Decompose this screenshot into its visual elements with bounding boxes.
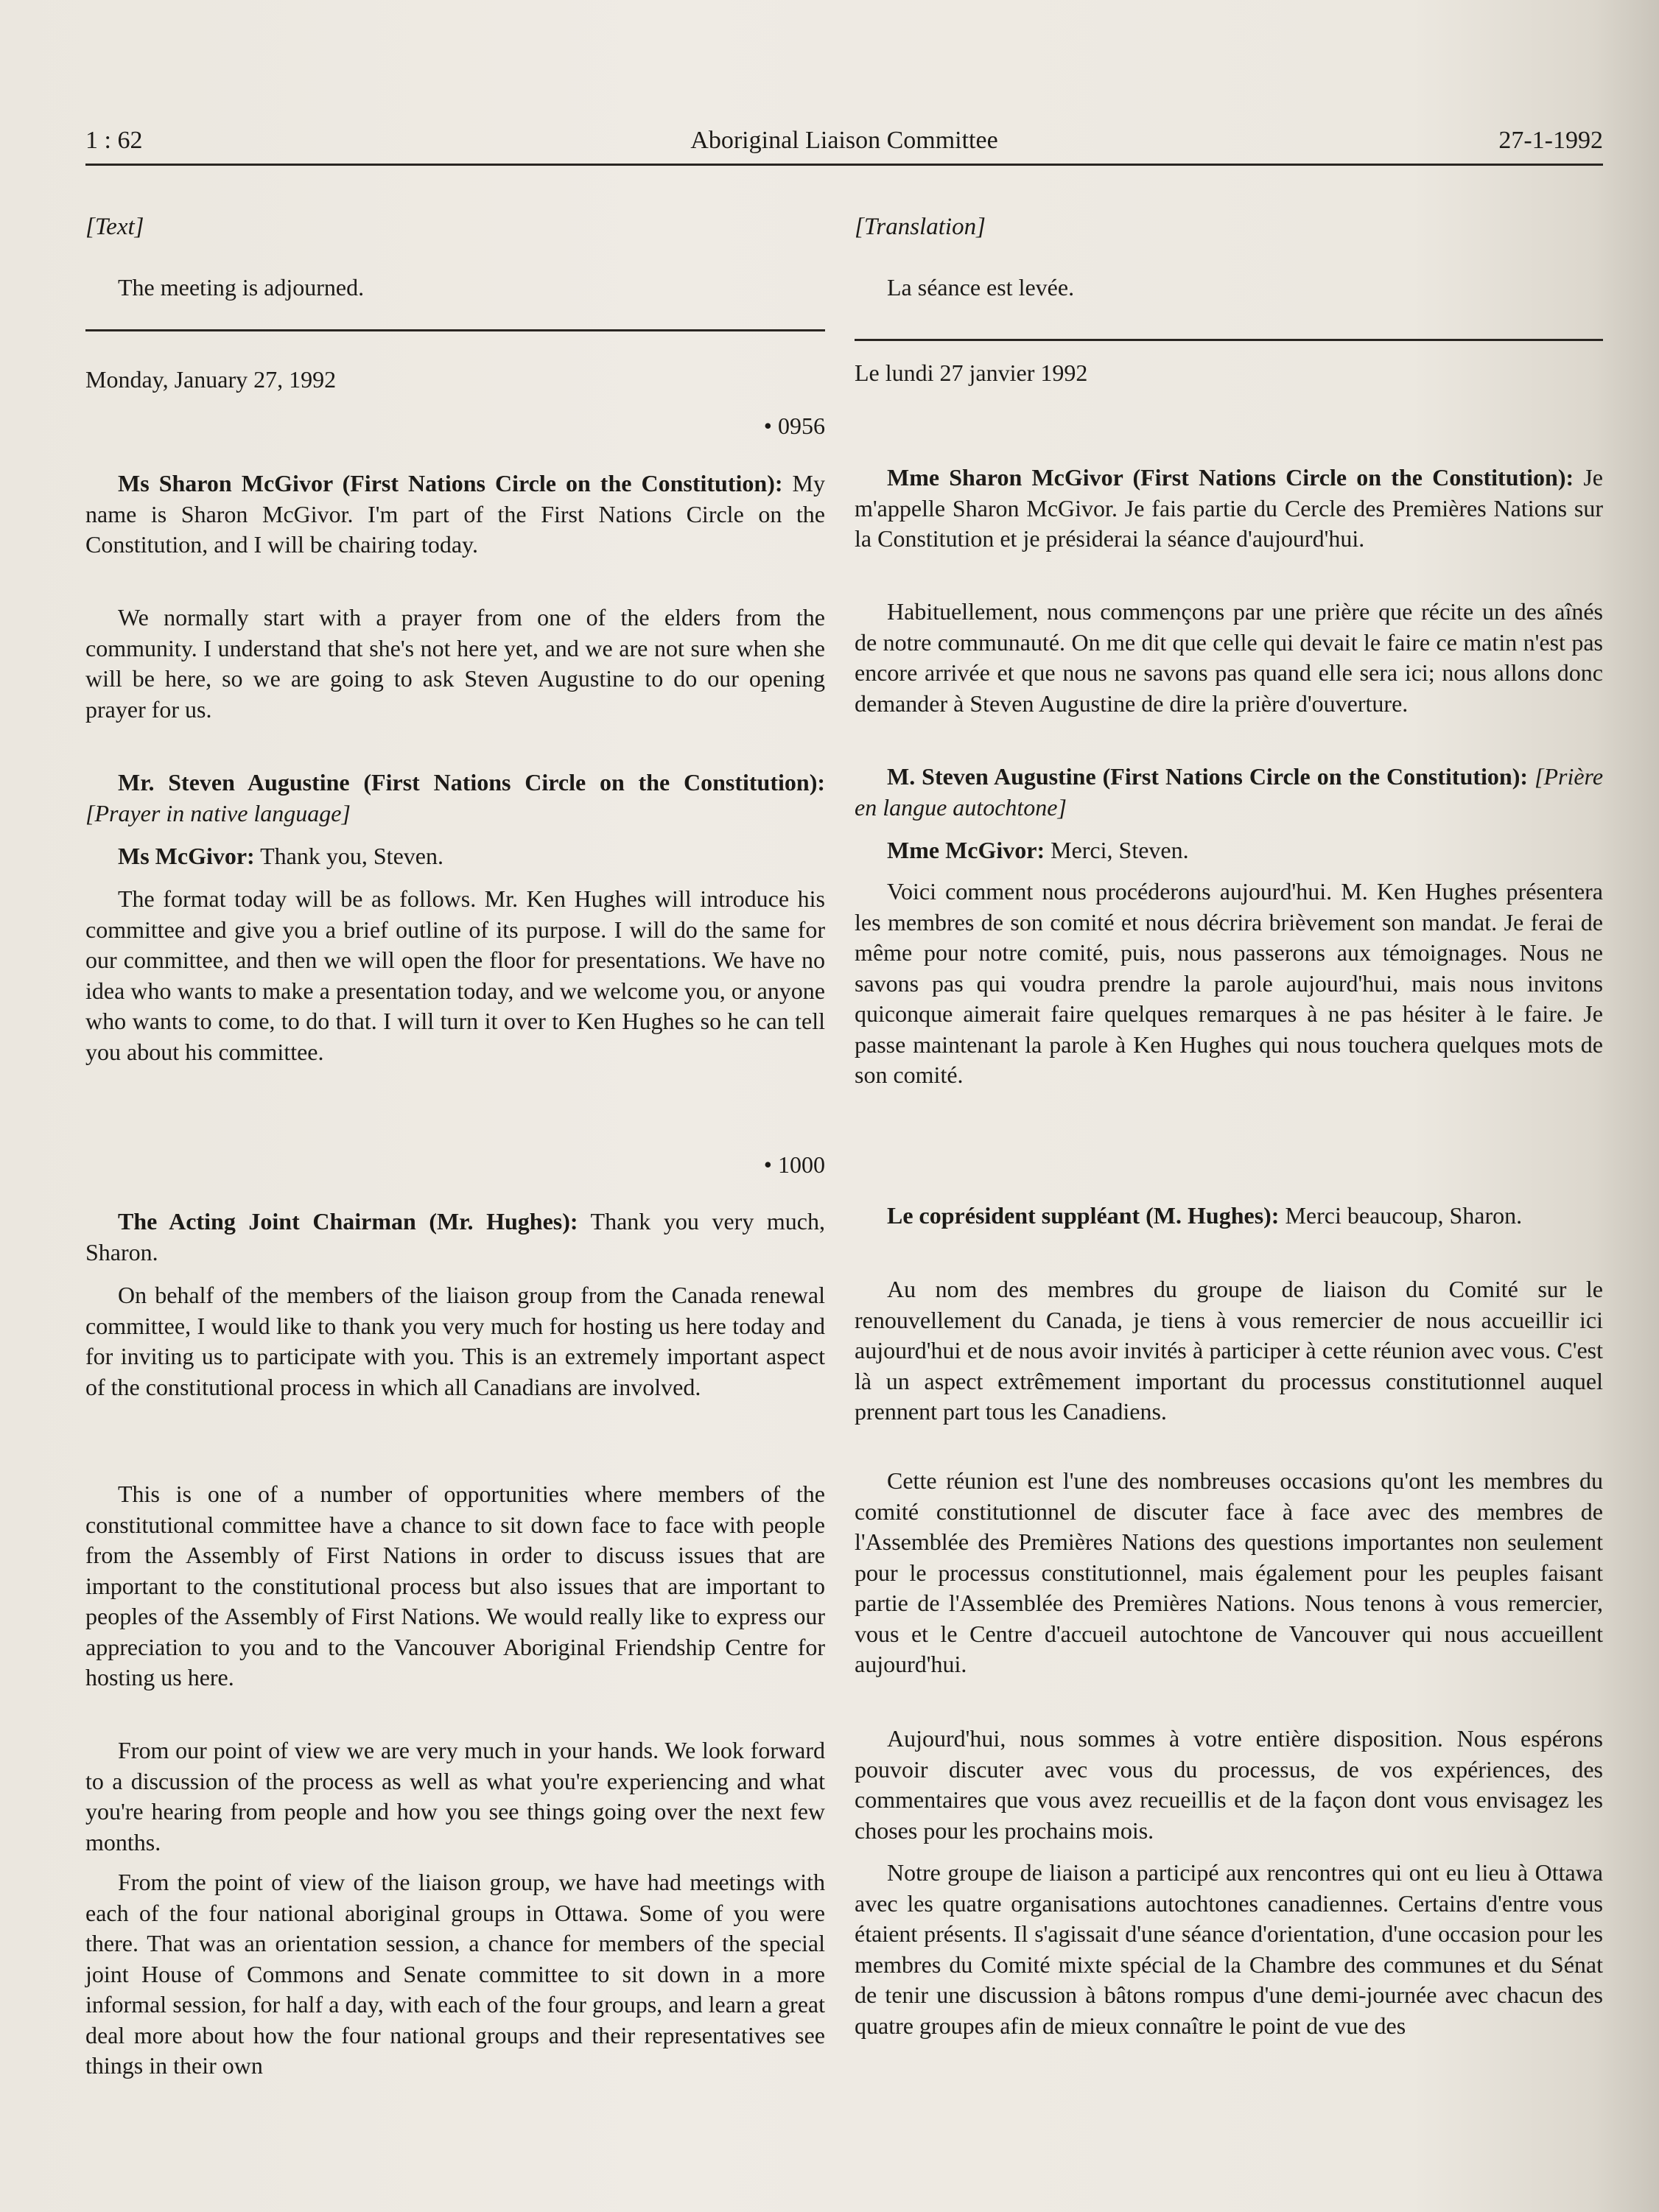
italic-note: [Prayer in native language] <box>85 799 351 826</box>
paragraph-mcgivor-thanks <box>855 835 1603 866</box>
paragraph-format: Voici comment nous procéderons aujourd'hui. M. Ken Hughes présentera les membres de son comité et nous décrira brièvement son mandat. Je ferai de même pour notre comité, puis, nous passerons aux témoignages. Nous ne savons pas qui voudra prendre la parole aujourd'hui, mais nous invitons quiconque aimerait faire quelques remarques à ne pas hésiter à le faire. Je passe maintenant la parole à Ken Hughes qui nous touchera quelques mots de son comité. <box>855 878 1603 1088</box>
paragraph-text: Thank you very much, Sharon. <box>85 1208 826 1265</box>
time-stamp: • 1000 <box>763 1151 825 1178</box>
paragraph-augustine <box>855 762 1603 823</box>
paragraph-mcgivor-intro <box>85 468 825 561</box>
paragraph-text: Je m'appelle Sharon McGivor. Je fais partie du Cercle des Premières Nations sur la Constitution et je présiderai la séance d'aujourd'hui. <box>855 464 1604 552</box>
speaker-name: Ms McGivor: <box>118 843 255 869</box>
translation-tag: [Translation] <box>855 214 986 240</box>
text-tag: [Text] <box>85 214 144 240</box>
paragraph-point-of-view: Aujourd'hui, nous sommes à votre entière disposition. Nous espérons pouvoir discuter avec vous du processus, de vos expériences, des commentaires que vous avez recueillis et de la façon dont vous envisagez les choses pour les prochains mois. <box>855 1725 1603 1844</box>
paragraph-text: Merci, Steven. <box>1045 837 1189 863</box>
time-stamp: • 0956 <box>763 412 825 439</box>
speaker-name: Mme McGivor: <box>887 837 1045 863</box>
paragraph-hughes-thanks <box>85 1207 825 1268</box>
section-divider <box>855 339 1603 341</box>
paragraph-behalf: Au nom des membres du groupe de liaison du Comité sur le renouvellement du Canada, je tiens à vous remercier de nous accueillir ici aujourd'hui et de nous avoir invités à participer à cette réunion avec vous. C'est là un aspect extrêmement important du processus constitutionnel auquel prennent part tous les Canadiens. <box>855 1276 1603 1425</box>
adjourned-note: La séance est levée. <box>887 274 1075 301</box>
paragraph-mcgivor-intro <box>855 463 1603 555</box>
speaker-name: The Acting Joint Chairman (Mr. Hughes): <box>118 1208 578 1235</box>
page-header <box>85 127 1603 166</box>
paragraph-format: The format today will be as follows. Mr. Ken Hughes will introduce his committee and give you a brief outline of its purpose. I will do the same for our committee, and then we will open the floor for presentations. We have no idea who wants to make a presentation today, and we welcome you, or anyone who wants to come, to do that. I will turn it over to Ken Hughes so he can tell you about his committee. <box>85 885 825 1065</box>
paragraph-opportunities: Cette réunion est l'une des nombreuses occasions qu'ont les membres du comité constitutionnel de discuter face à face avec des membres de l'Assemblée des Premières Nations des questions importantes non seulement pour le processus constitutionnel, mais également pour les peuples faisant partie de l'Assemblée des Premières Nations. Nous tenons à vous remercier, vous et le Centre d'accueil autochtone de Vancouver qui nous accueillent aujourd'hui. <box>855 1467 1603 1677</box>
paragraph-augustine <box>85 768 825 829</box>
paragraph-prayer-note: Habituellement, nous commençons par une prière que récite un des aînés de notre communauté. On me dit que celle qui devait le faire ce matin n'est pas encore arrivée et que nous ne savons pas quand elle sera ici; nous allons donc demander à Steven Augustine de dire la prière d'ouverture. <box>855 598 1603 717</box>
paragraph-mcgivor-thanks <box>85 841 825 872</box>
paragraph-liaison-group: Notre groupe de liaison a participé aux rencontres qui ont eu lieu à Ottawa avec les quatre organisations autochtones canadiennes. Certains d'entre vous étaient présents. Il s'agissait d'une séance d'orientation, d'une occasion pour les membres du Comité mixte spécial de la Chambre des communes et du Sénat de tenir une discussion à bâtons rompus d'une demi-journée avec chacun des quatre groupes afin de mieux connaître le point de vue des <box>855 1859 1603 2039</box>
paragraph-text: My name is Sharon McGivor. I'm part of the First Nations Circle on the Constitution, and I will be chairing today. <box>85 470 826 558</box>
adjourned-note: The meeting is adjourned. <box>118 274 365 301</box>
speaker-name: Mr. Steven Augustine (First Nations Circle on the Constitution): <box>118 769 825 796</box>
meeting-date: Le lundi 27 janvier 1992 <box>855 359 1088 386</box>
paragraph-hughes-thanks <box>855 1201 1603 1232</box>
paragraph-text: Thank you, Steven. <box>254 843 443 869</box>
paragraph-point-of-view: From our point of view we are very much in your hands. We look forward to a discussion of the process as well as what you're experiencing and what you're hearing from people and how you see things going over the next few months. <box>85 1737 825 1855</box>
paragraph-prayer-note: We normally start with a prayer from one of the elders from the community. I understand that she's not here yet, and we are not sure when she will be here, so we are going to ask Steven Augustine to do our opening prayer for us. <box>85 604 825 723</box>
meeting-date: Monday, January 27, 1992 <box>85 366 337 393</box>
speaker-name: M. Steven Augustine (First Nations Circle on the Constitution): <box>887 763 1529 790</box>
speaker-name: Mme Sharon McGivor (First Nations Circle on the Constitution): <box>887 464 1574 491</box>
speaker-name: Le coprésident suppléant (M. Hughes): <box>887 1202 1280 1229</box>
paragraph-text: Merci beaucoup, Sharon. <box>1279 1202 1523 1229</box>
paragraph-behalf: On behalf of the members of the liaison group from the Canada renewal committee, I would like to thank you very much for hosting us here today and for inviting us to participate with you. This is an extremely important aspect of the constitutional process in which all Canadians are involved. <box>85 1282 825 1400</box>
section-divider <box>85 329 825 331</box>
speaker-name: Ms Sharon McGivor (First Nations Circle on the Constitution): <box>118 470 783 496</box>
page-number: 1 : 62 <box>85 127 143 154</box>
paragraph-opportunities: This is one of a number of opportunities where members of the constitutional committee have a chance to sit down face to face with people from the Assembly of First Nations in order to discuss issues that are important to the constitutional process but also issues that are important to peoples of the Assembly of First Nations. We would really like to express our appreciation to you and to the Vancouver Aboriginal Friendship Centre for hosting us here. <box>85 1481 825 1690</box>
italic-note: [Prière en langue autochtone] <box>855 763 1604 821</box>
header-date: 27-1-1992 <box>1498 127 1603 154</box>
running-title: Aboriginal Liaison Committee <box>690 127 998 154</box>
paragraph-liaison-group: From the point of view of the liaison group, we have had meetings with each of the four national aboriginal groups in Ottawa. Some of you were there. That was an orientation session, a chance for members of the special joint House of Commons and Senate committee to sit down in a more informal session, for half a day, with each of the four groups, and learn a great deal more about how the four national groups and their representatives see things in their own <box>85 1869 825 2079</box>
